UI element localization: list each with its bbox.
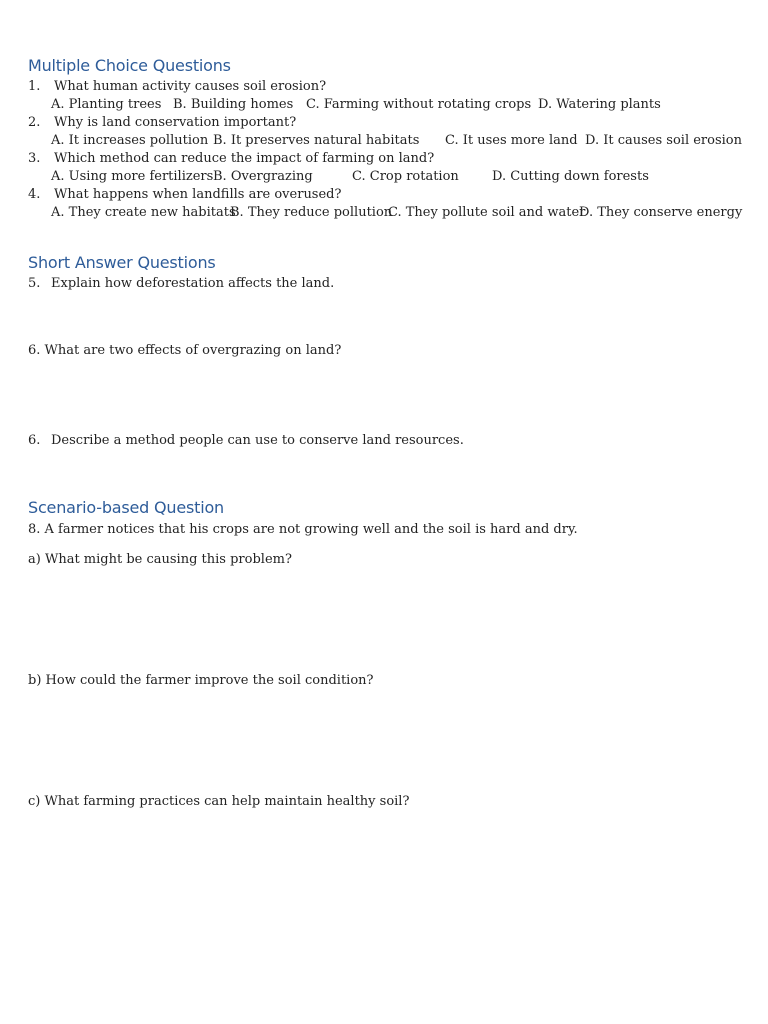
question-text: Describe a method people can use to conserve land resources. [51,433,464,448]
question-number: 1. [28,79,41,94]
question-number: 6. [28,433,41,448]
scenario-heading: Scenario-based Question [28,498,224,517]
scenario-part-c: c) What farming practices can help maintain healthy soil? [28,794,410,809]
mcq-2-option-d: D. It causes soil erosion [585,133,742,148]
question-number: 2. [28,115,41,130]
mcq-1-option-a: A. Planting trees [51,97,162,112]
mcq-1-option-b: B. Building homes [173,97,294,112]
scenario-part-a: a) What might be causing this problem? [28,552,292,567]
short-answer-heading: Short Answer Questions [28,253,216,272]
question-number: 4. [28,187,41,202]
question-number: 3. [28,151,41,166]
mcq-question-2 [28,114,296,132]
mcq-4-option-a: A. They create new habitats [51,205,236,220]
scenario-prompt: 8. A farmer notices that his crops are not growing well and the soil is hard and dry. [28,522,578,537]
mcq-2-option-b: B. It preserves natural habitats [213,133,420,148]
mcq-question-1 [28,78,326,96]
question-text: Explain how deforestation affects the land. [51,276,335,291]
mcq-4-option-b: B. They reduce pollution [230,205,393,220]
question-text: Which method can reduce the impact of farming on land? [54,151,435,166]
mcq-heading: Multiple Choice Questions [28,56,231,75]
short-question-5 [28,275,334,293]
question-text: What happens when landfills are overused? [54,187,342,202]
short-question-6a: 6. What are two effects of overgrazing on land? [28,343,342,358]
question-number: 5. [28,276,41,291]
mcq-4-option-d: D. They conserve energy [579,205,743,220]
mcq-3-option-a: A. Using more fertilizers [51,169,214,184]
mcq-question-4 [28,186,341,204]
mcq-2-option-c: C. It uses more land [445,133,578,148]
mcq-1-option-d: D. Watering plants [538,97,661,112]
mcq-question-3 [28,150,434,168]
mcq-3-option-c: C. Crop rotation [352,169,459,184]
scenario-part-b: b) How could the farmer improve the soil condition? [28,673,374,688]
mcq-2-option-a: A. It increases pollution [51,133,209,148]
mcq-1-option-c: C. Farming without rotating crops [306,97,532,112]
question-text: What human activity causes soil erosion? [54,79,327,94]
mcq-3-option-d: D. Cutting down forests [492,169,649,184]
question-text: Why is land conservation important? [54,115,297,130]
mcq-3-option-b: B. Overgrazing [213,169,313,184]
short-question-6b [28,432,464,450]
mcq-4-option-c: C. They pollute soil and water [388,205,586,220]
